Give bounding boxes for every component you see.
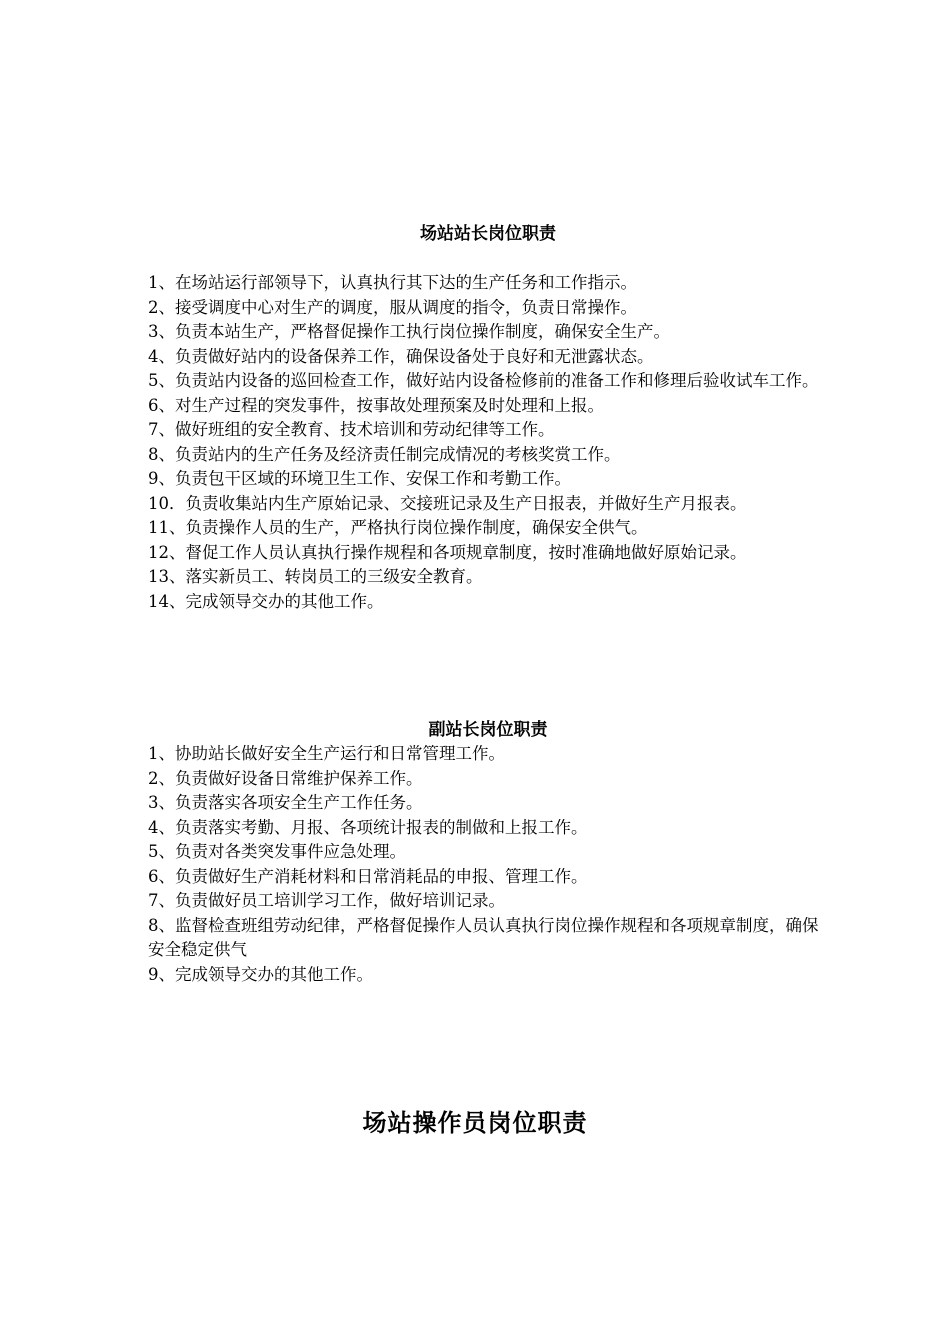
operator-duties-heading: 场站操作员岗位职责 xyxy=(362,1108,588,1137)
duty-item: 12、督促工作人员认真执行操作规程和各项规章制度，按时准确地做好原始记录。 xyxy=(148,542,747,562)
duty-item: 7、做好班组的安全教育、技术培训和劳动纪律等工作。 xyxy=(148,420,555,439)
duty-item: 2、负责做好设备日常维护保养工作。 xyxy=(148,768,423,788)
duty-item: 1、在场站运行部领导下，认真执行其下达的生产任务和工作指示。 xyxy=(148,273,637,292)
duty-item: 14、完成领导交办的其他工作。 xyxy=(148,591,384,611)
duty-item: 3、负责本站生产，严格督促操作工执行岗位操作制度，确保安全生产。 xyxy=(148,322,670,341)
duty-item: 7、负责做好员工培训学习工作，做好培训记录。 xyxy=(148,891,505,910)
station-master-duties-section xyxy=(148,222,828,614)
section-title: 副站长岗位职责 xyxy=(428,720,548,740)
duty-item: 4、负责做好站内的设备保养工作，确保设备处于良好和无泄露状态。 xyxy=(148,346,654,366)
duty-item: 1、协助站长做好安全生产运行和日常管理工作。 xyxy=(148,744,505,763)
duty-item: 13、落实新员工、转岗员工的三级安全教育。 xyxy=(148,567,483,586)
duty-list xyxy=(148,271,828,614)
duty-item: 5、负责对各类突发事件应急处理。 xyxy=(148,842,406,861)
duty-item: 9、完成领导交办的其他工作。 xyxy=(148,964,373,984)
duty-item: 8、监督检查班组劳动纪律，严格督促操作人员认真执行岗位操作规程和各项规章制度，确保安全稳定供气 xyxy=(148,915,819,959)
duty-item: 6、负责做好生产消耗材料和日常消耗品的申报、管理工作。 xyxy=(148,866,588,886)
duty-item: 5、负责站内设备的巡回检查工作，做好站内设备检修前的准备工作和修理后验收试车工作。 xyxy=(148,371,819,390)
duty-item: 6、对生产过程的突发事件，按事故处理预案及时处理和上报。 xyxy=(148,395,604,415)
duty-item: 4、负责落实考勤、月报、各项统计报表的制做和上报工作。 xyxy=(148,817,588,837)
deputy-station-master-duties-section xyxy=(148,718,828,987)
duty-item: 3、负责落实各项安全生产工作任务。 xyxy=(148,793,423,812)
duty-list xyxy=(148,742,828,987)
duty-item: 8、负责站内的生产任务及经济责任制完成情况的考核奖赏工作。 xyxy=(148,444,621,464)
duty-item: 2、接受调度中心对生产的调度，服从调度的指令，负责日常操作。 xyxy=(148,297,637,317)
duty-item: 10．负责收集站内生产原始记录、交接班记录及生产日报表，并做好生产月报表。 xyxy=(148,493,747,513)
duty-item: 9、负责包干区域的环境卫生工作、安保工作和考勤工作。 xyxy=(148,469,571,488)
section-title: 场站站长岗位职责 xyxy=(420,224,556,244)
duty-item: 11、负责操作人员的生产，严格执行岗位操作制度，确保安全供气。 xyxy=(148,518,648,537)
